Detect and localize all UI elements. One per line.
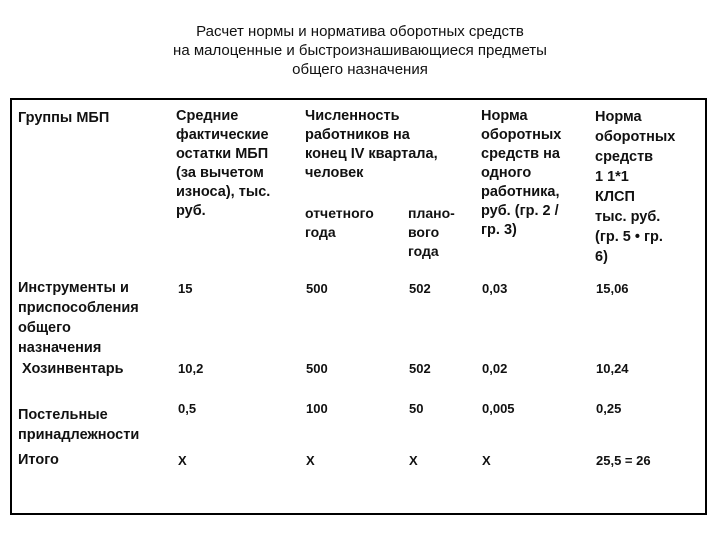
title-line-3: общего назначения	[292, 61, 428, 78]
row-total-norm: X	[482, 453, 491, 468]
header-norm-per-employee: Норма оборотных средств на одного работника, руб. (гр. 2 / гр. 3)	[481, 108, 562, 238]
row-bedding-report: 100	[306, 401, 328, 416]
header-count-report-year: отчетного года	[305, 205, 374, 240]
row-household-avg: 10,2	[178, 361, 204, 376]
header-count-plan-year: плано- вого года	[408, 205, 455, 259]
header-working-capital-standard: Норма оборотных средств 1 1*1 КЛСП тыс. руб. (гр. 5 • гр. 6)	[595, 109, 676, 265]
row-household-plan: 502	[409, 361, 431, 376]
row-household-group: Хозинвентарь	[22, 361, 124, 377]
row-bedding-plan: 50	[409, 401, 424, 416]
row-total-standard: 25,5 = 26	[596, 453, 651, 468]
row-tools-group: Инструменты и приспособления общего назначения	[18, 280, 139, 356]
row-tools-norm: 0,03	[482, 281, 508, 296]
title-line-2: на малоценные и быстроизнашивающиеся предметы	[173, 42, 547, 59]
title-line-1: Расчет нормы и норматива оборотных средств	[196, 23, 524, 40]
row-tools-avg: 15	[178, 281, 193, 296]
row-total-plan: X	[409, 453, 418, 468]
row-household-report: 500	[306, 361, 328, 376]
row-bedding-standard: 0,25	[596, 401, 622, 416]
row-total-report: X	[306, 453, 315, 468]
row-bedding-group: Постельные принадлежности	[18, 407, 140, 443]
row-household-norm: 0,02	[482, 361, 508, 376]
row-total-avg: X	[178, 453, 187, 468]
row-tools-report: 500	[306, 281, 328, 296]
header-employee-count: Численность работников на конец IV квартала, человек	[305, 108, 438, 181]
document-title	[100, 22, 620, 79]
row-bedding-norm: 0,005	[482, 401, 515, 416]
header-group: Группы МБП	[18, 110, 110, 126]
header-avg-balance: Средние фактические остатки МБП (за вычетом износа), тыс. руб.	[176, 108, 271, 219]
row-household-standard: 10,24	[596, 361, 629, 376]
row-bedding-avg: 0,5	[178, 401, 197, 416]
row-total-group: Итого	[18, 452, 59, 468]
row-tools-standard: 15,06	[596, 281, 629, 296]
row-tools-plan: 502	[409, 281, 431, 296]
